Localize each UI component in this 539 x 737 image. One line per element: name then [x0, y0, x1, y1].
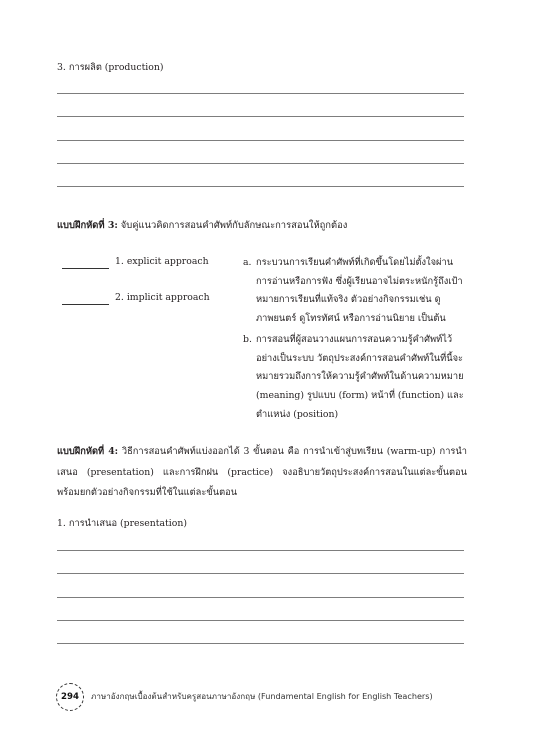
answer-line[interactable]: [57, 620, 464, 621]
production-heading: 3. การผลิต (production): [57, 62, 164, 73]
presentation-heading: 1. การนำเสนอ (presentation): [57, 518, 187, 529]
answer-blank-2[interactable]: [62, 304, 109, 305]
answer-line[interactable]: [57, 186, 464, 187]
answer-line[interactable]: [57, 550, 464, 551]
book-title-footer: ภาษาอังกฤษเบื้องต้นสำหรับครูสอนภาษาอังกฤษ (Fundamental English for English Teachers): [91, 691, 433, 701]
definition-a-text: กระบวนการเรียนคำศัพท์ที่เกิดขึ้นโดยไม่ตั้งใจผ่านการอ่านหรือการฟัง ซึ่งผู้เรียนอาจไม่ตระหนักรู้ถึงเป้าหมายการเรียนที่แท้จริง ตัวอย่างกิจกรรมเช่น ดูภาพยนตร์ ดูโทรทัศน์ หรือการอ่านนิยาย เป็นต้น: [256, 257, 463, 325]
answer-line[interactable]: [57, 140, 464, 141]
page-number: 294: [61, 692, 79, 702]
definition-a: [243, 254, 465, 329]
match-item-2: 2. implicit approach: [115, 292, 210, 303]
definition-b: [243, 331, 465, 425]
definition-b-letter: b.: [243, 334, 252, 345]
match-item-1: 1. explicit approach: [115, 256, 209, 267]
page-number-badge: [56, 683, 84, 711]
answer-line[interactable]: [57, 573, 464, 574]
exercise-4-label: แบบฝึกหัดที่ 4:: [57, 446, 119, 457]
answer-line[interactable]: [57, 597, 464, 598]
answer-line[interactable]: [57, 93, 464, 94]
definition-b-text: การสอนที่ผู้สอนวางแผนการสอนความรู้คำศัพท์ไว้อย่างเป็นระบบ วัตถุประสงค์การสอนคำศัพท์ในที่นี้จะหมายรวมถึงการให้ความรู้คำศัพท์ในด้านความหมาย (meaning) รูปแบบ (form) หน้าที่ (function) และตำแหน่ง (position): [256, 334, 464, 420]
exercise-3-instruction: จับคู่แนวคิดการสอนคำศัพท์กับลักษณะการสอนให้ถูกต้อง: [120, 220, 348, 231]
exercise-4-block: [57, 442, 467, 504]
answer-line[interactable]: [57, 116, 464, 117]
definition-a-letter: a.: [243, 257, 252, 268]
answer-blank-1[interactable]: [62, 268, 109, 269]
exercise-4-instruction: วิธีการสอนคำศัพท์แบ่งออกได้ 3 ขั้นตอน คือ การนำเข้าสู่บทเรียน (warm-up) การนำเสนอ (presentation) และการฝึกฝน (practice) จงอธิบายวัตถุประสงค์การสอนในแต่ละขั้นตอน พร้อมยกตัวอย่างกิจกรรมที่ใช้ในแต่ละขั้นตอน: [57, 446, 467, 499]
answer-line[interactable]: [57, 163, 464, 164]
answer-line[interactable]: [57, 643, 464, 644]
exercise-3-label: แบบฝึกหัดที่ 3:: [57, 220, 118, 231]
exercise-3-title: [57, 218, 347, 233]
